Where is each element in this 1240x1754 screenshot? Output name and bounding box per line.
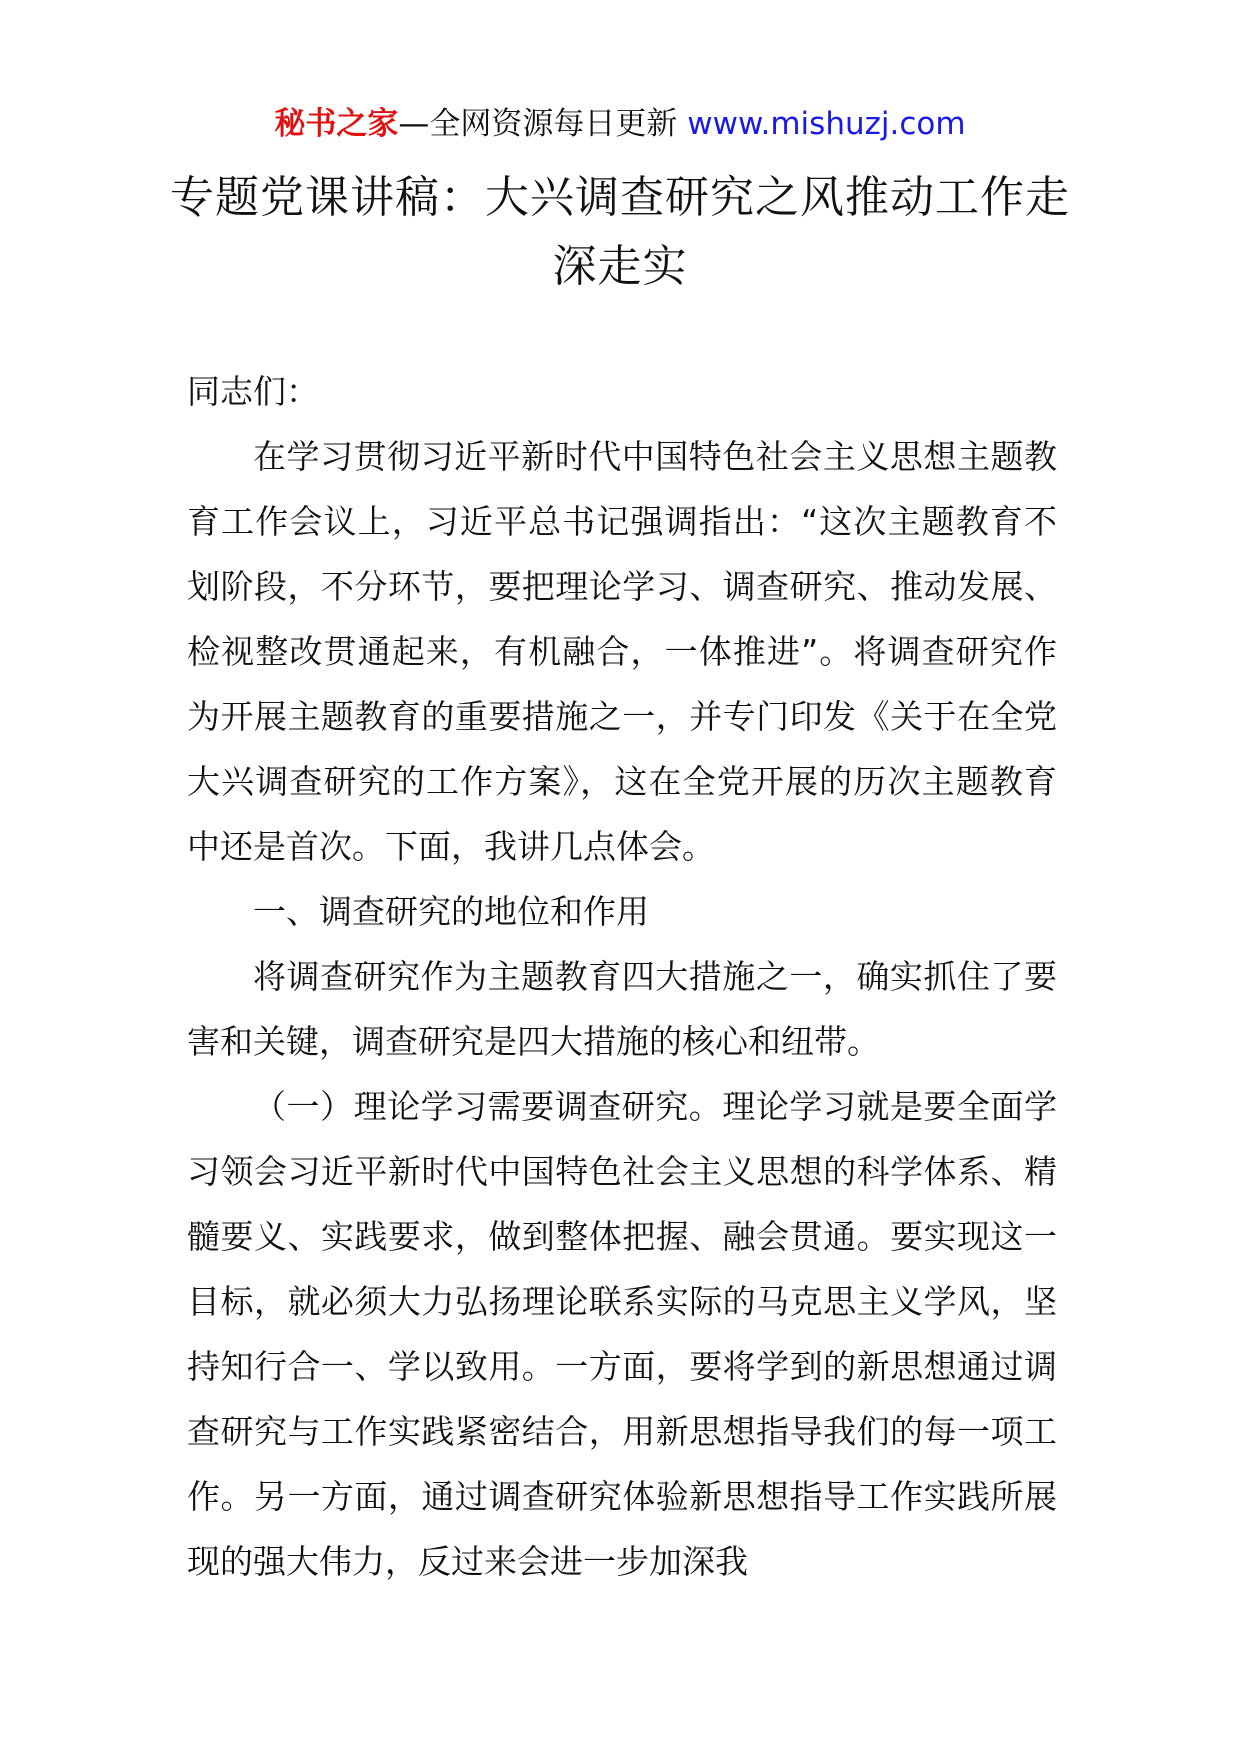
site-brand: 秘书之家 (274, 106, 399, 142)
site-slogan: —全网资源每日更新 (398, 106, 688, 142)
paragraph-intro: 在学习贯彻习近平新时代中国特色社会主义思想主题教育工作会议上，习近平总书记强调指出：“这次主题教育不划阶段，不分环节，要把理论学习、调查研究、推动发展、检视整改贯通起来，有机融合，一体推进”。将调查研究作为开展主题教育的重要措施之一，并专门印发《关于在全党大兴调查研究的工作方案》，这在全党开展的历次主题教育中还是首次。下面，我讲几点体会。 (187, 437, 1057, 866)
document-title: 专题党课讲稿：大兴调查研究之风推动工作走深走实 (170, 172, 1070, 292)
watermark-banner (0, 104, 1240, 144)
document-body (187, 359, 1057, 1594)
site-url[interactable]: www.mishuzj.com (687, 106, 966, 142)
section-heading: 一、调查研究的地位和作用 (253, 892, 649, 931)
paragraph-section-intro: 将调查研究作为主题教育四大措施之一，确实抓住了要害和关键，调查研究是四大措施的核心和纽带。 (187, 957, 1057, 1061)
paragraph-theory-study: （一）理论学习需要调查研究。理论学习就是要全面学习领会习近平新时代中国特色社会主义思想的科学体系、精髓要义、实践要求，做到整体把握、融会贯通。要实现这一目标，就必须大力弘扬理论联系实际的马克思主义学风，坚持知行合一、学以致用。一方面，要将学到的新思想通过调查研究与工作实践紧密结合，用新思想指导我们的每一项工作。另一方面，通过调查研究体验新思想指导工作实践所展现的强大伟力，反过来会进一步加深我 (187, 1087, 1057, 1581)
salutation: 同志们： (187, 372, 319, 411)
